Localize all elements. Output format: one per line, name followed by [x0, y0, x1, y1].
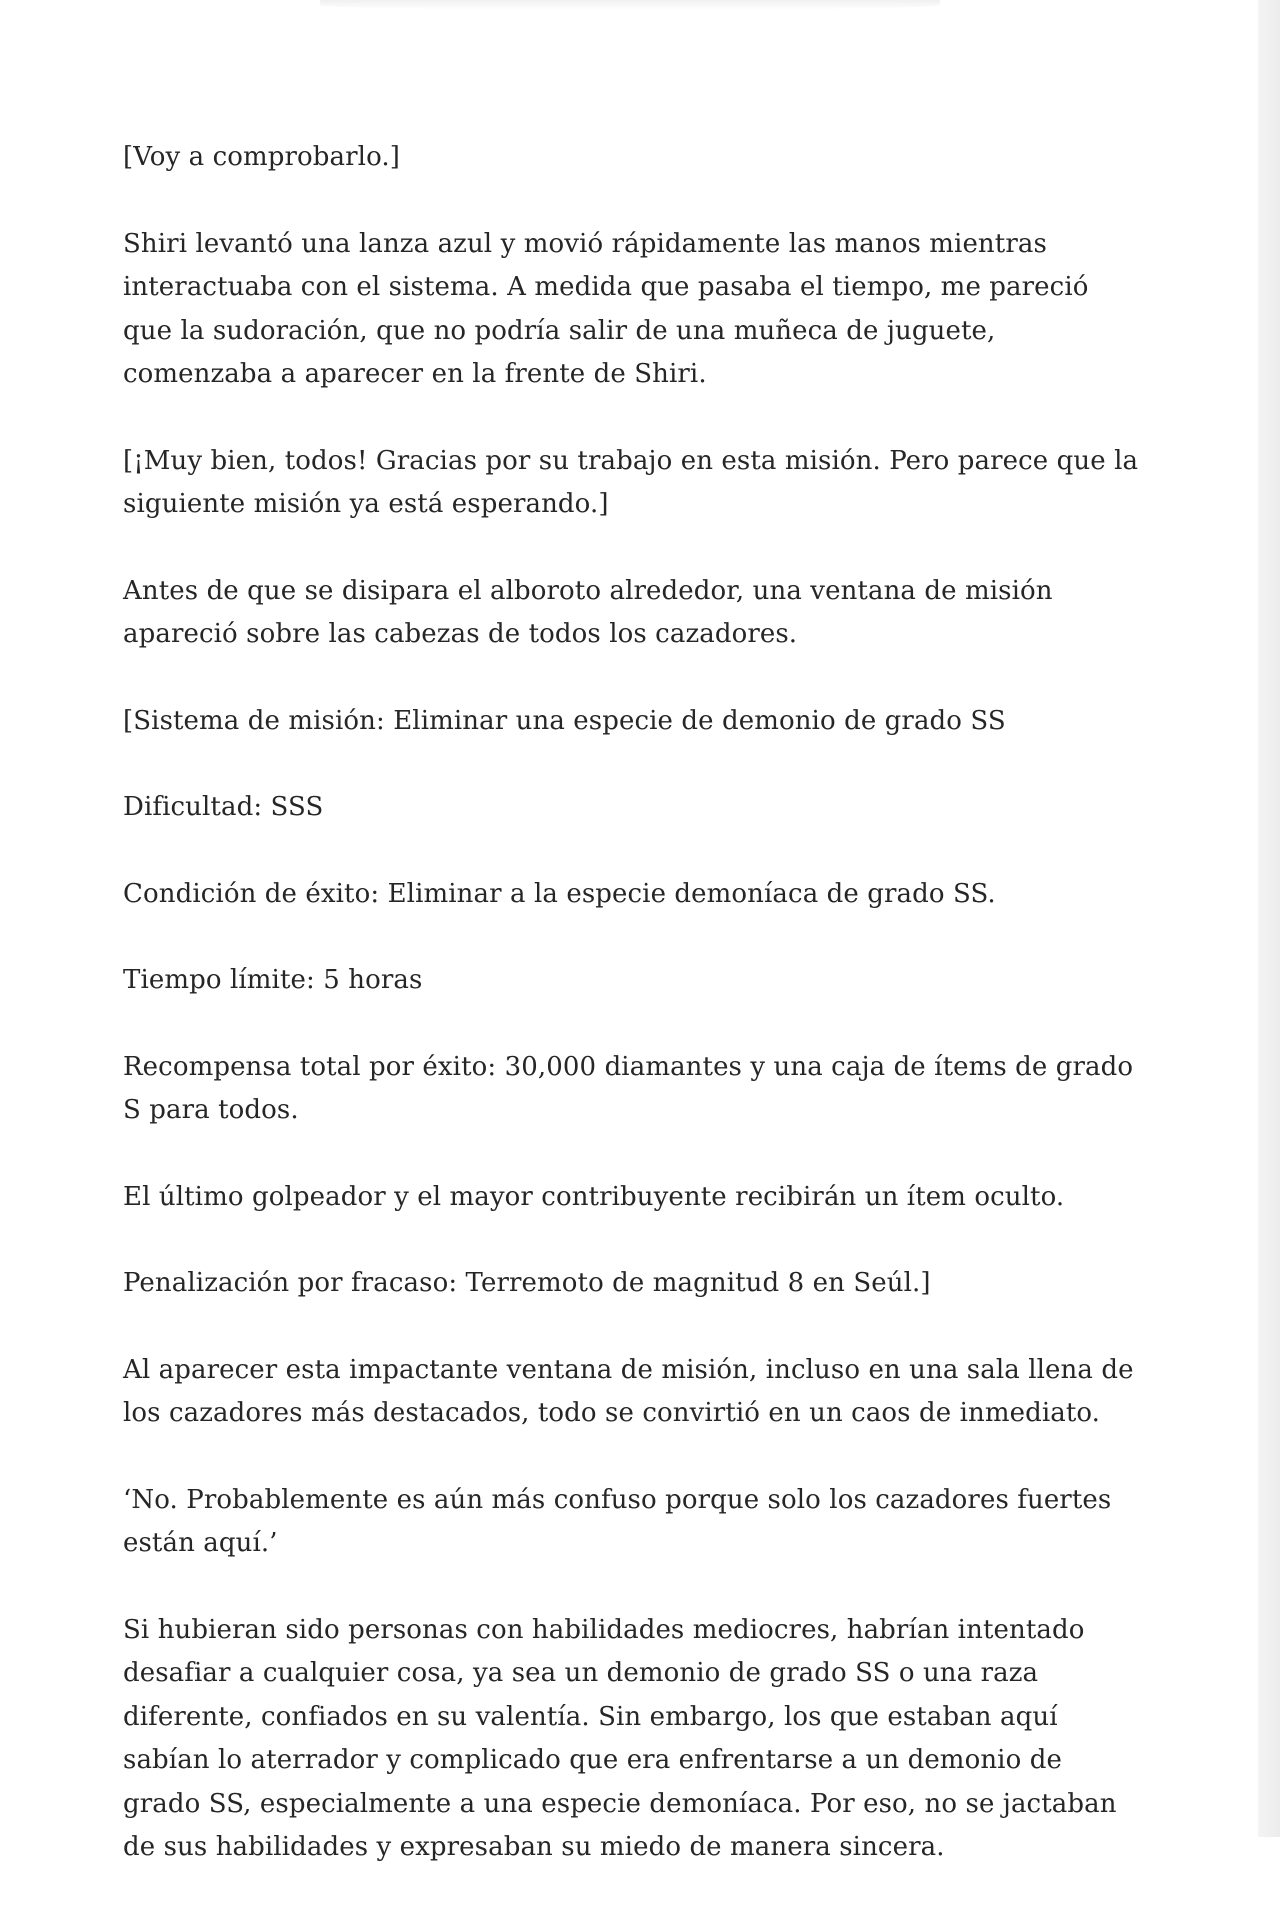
paragraph: [¡Muy bien, todos! Gracias por su trabajo en esta misión. Pero parece que la siguiente misión ya está esperando.]: [123, 445, 1139, 519]
paragraph: ‘No. Probablemente es aún más confuso porque solo los cazadores fuertes están aquí.’: [123, 1484, 1112, 1558]
paragraph: El último golpeador y el mayor contribuyente recibirán un ítem oculto.: [123, 1181, 1065, 1212]
paragraph: Tiempo límite: 5 horas: [123, 965, 423, 995]
paragraph: [Sistema de misión: Eliminar una especie de demonio de grado SS: [123, 705, 1006, 736]
paragraph: Al aparecer esta impactante ventana de misión, incluso en una sala llena de los cazadores más destacados, todo se convirtió en un caos de inmediato.: [123, 1354, 1134, 1428]
paragraph: Dificultad: SSS: [123, 792, 324, 822]
paragraph: Antes de que se disipara el alboroto alrededor, una ventana de misión apareció sobre las cabezas de todos los cazadores.: [123, 575, 1053, 649]
paragraph: Condición de éxito: Eliminar a la especie demoníaca de grado SS.: [123, 878, 996, 909]
paragraph: [Voy a comprobarlo.]: [123, 142, 400, 172]
paragraph: Si hubieran sido personas con habilidades mediocres, habrían intentado desafiar a cualquier cosa, ya sea un demonio de grado SS o una raza diferente, confiados en su valentía. Sin embargo, los que estaban aquí sabían lo aterrador y complicado que era enfrentarse a un demonio de grado SS, especialmente a una especie demoníaca. Por eso, no se jactaban de sus habilidades y expresaban su miedo de manera sincera.: [123, 1614, 1117, 1862]
paragraph: Recompensa total por éxito: 30,000 diamantes y una caja de ítems de grado S para todos.: [123, 1051, 1134, 1125]
right-page-edge: [1258, 0, 1280, 1837]
paragraph: Penalización por fracaso: Terremoto de magnitud 8 en Seúl.]: [123, 1268, 931, 1298]
paragraph: Shiri levantó una lanza azul y movió rápidamente las manos mientras interactuaba con el sistema. A medida que pasaba el tiempo, me pareció que la sudoración, que no podría salir de una muñeca de juguete, comenzaba a aparecer en la frente de Shiri.: [123, 228, 1089, 389]
document-body: [123, 136, 1143, 1913]
top-shadow: [320, 0, 940, 10]
